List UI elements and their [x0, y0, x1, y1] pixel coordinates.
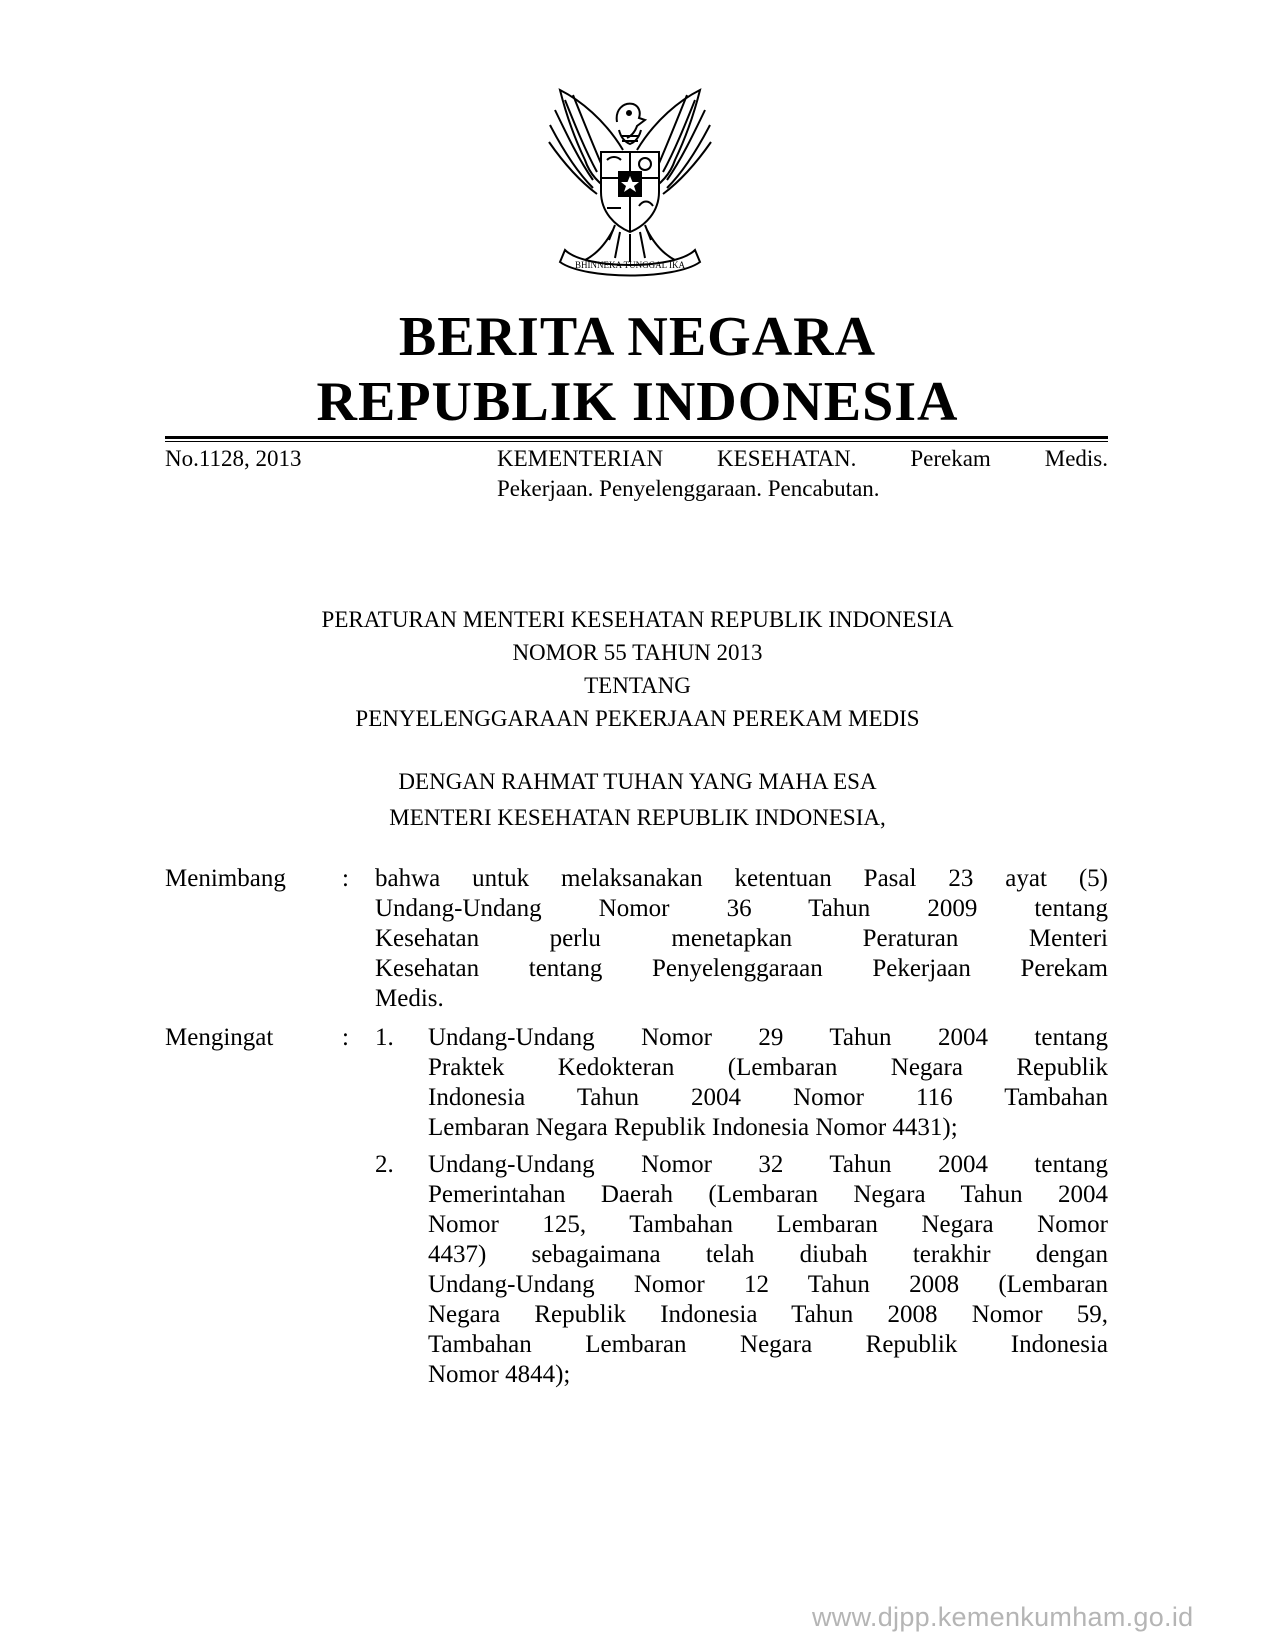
- text-line: Undang-Undang Nomor 36 Tahun 2009 tentang: [375, 895, 1108, 922]
- regulation-subject: PENYELENGGARAAN PEKERJAAN PEREKAM MEDIS: [355, 706, 920, 731]
- issue-subject: [497, 444, 1108, 504]
- text-line: Undang-Undang Nomor 29 Tahun 2004 tentang: [428, 1024, 1108, 1051]
- regulation-title: PERATURAN MENTERI KESEHATAN REPUBLIK INDONESIA: [321, 607, 954, 632]
- mengingat-label: Mengingat: [165, 1024, 274, 1051]
- mengingat-item-2: [428, 1150, 1108, 1390]
- preamble-line2: MENTERI KESEHATAN REPUBLIK INDONESIA,: [389, 805, 886, 830]
- preamble: [0, 765, 1275, 834]
- text-line: Lembaran Negara Republik Indonesia Nomor 4431);: [428, 1114, 958, 1141]
- text-line: Negara Republik Indonesia Tahun 2008 Nomor 59,: [428, 1301, 1108, 1328]
- regulation-number: NOMOR 55 TAHUN 2013: [512, 640, 763, 665]
- list-number: 2.: [375, 1151, 394, 1178]
- text-line: Undang-Undang Nomor 12 Tahun 2008 (Lembaran: [428, 1271, 1108, 1298]
- masthead-line2: REPUBLIK INDONESIA: [316, 371, 959, 433]
- text-line: bahwa untuk melaksanakan ketentuan Pasal 23 ayat (5): [375, 865, 1108, 892]
- regulation-about: TENTANG: [584, 673, 691, 698]
- text-line: Praktek Kedokteran (Lembaran Negara Republik: [428, 1054, 1108, 1081]
- garuda-pancasila-icon: [535, 80, 725, 280]
- issue-number: No.1128, 2013: [165, 446, 302, 471]
- issue-subject-line: KEMENTERIAN KESEHATAN. Perekam Medis.: [497, 446, 1108, 471]
- list-number: 1.: [375, 1024, 394, 1051]
- masthead-divider-thin: [165, 441, 1108, 442]
- preamble-line1: DENGAN RAHMAT TUHAN YANG MAHA ESA: [398, 769, 877, 794]
- text-line: Tambahan Lembaran Negara Republik Indonesia: [428, 1331, 1108, 1358]
- motto-text: BHINNEKA TUNGGAL IKA: [575, 260, 685, 270]
- garuda-emblem: [535, 80, 725, 280]
- text-line: Nomor 4844);: [428, 1361, 571, 1388]
- text-line: Indonesia Tahun 2004 Nomor 116 Tambahan: [428, 1084, 1108, 1111]
- masthead-divider: [165, 436, 1108, 439]
- website-watermark: www.djpp.kemenkumham.go.id: [812, 1602, 1194, 1632]
- masthead-line1: BERITA NEGARA: [398, 306, 877, 368]
- text-line: 4437) sebagaimana telah diubah terakhir dengan: [428, 1241, 1108, 1268]
- text-line: Nomor 125, Tambahan Lembaran Negara Nomor: [428, 1211, 1108, 1238]
- text-line: Kesehatan perlu menetapkan Peraturan Menteri: [375, 925, 1108, 952]
- text-line: Kesehatan tentang Penyelenggaraan Pekerjaan Perekam: [375, 955, 1108, 982]
- issue-subject-line: Pekerjaan. Penyelenggaraan. Pencabutan.: [497, 476, 880, 501]
- menimbang-text: [375, 864, 1108, 1014]
- text-line: Medis.: [375, 985, 444, 1012]
- menimbang-colon: :: [342, 865, 349, 892]
- text-line: Undang-Undang Nomor 32 Tahun 2004 tentang: [428, 1151, 1108, 1178]
- text-line: Pemerintahan Daerah (Lembaran Negara Tahun 2004: [428, 1181, 1108, 1208]
- menimbang-label: Menimbang: [165, 865, 286, 892]
- mengingat-colon: :: [342, 1024, 349, 1051]
- regulation-heading: [0, 603, 1275, 735]
- mengingat-item-1: [428, 1023, 1108, 1143]
